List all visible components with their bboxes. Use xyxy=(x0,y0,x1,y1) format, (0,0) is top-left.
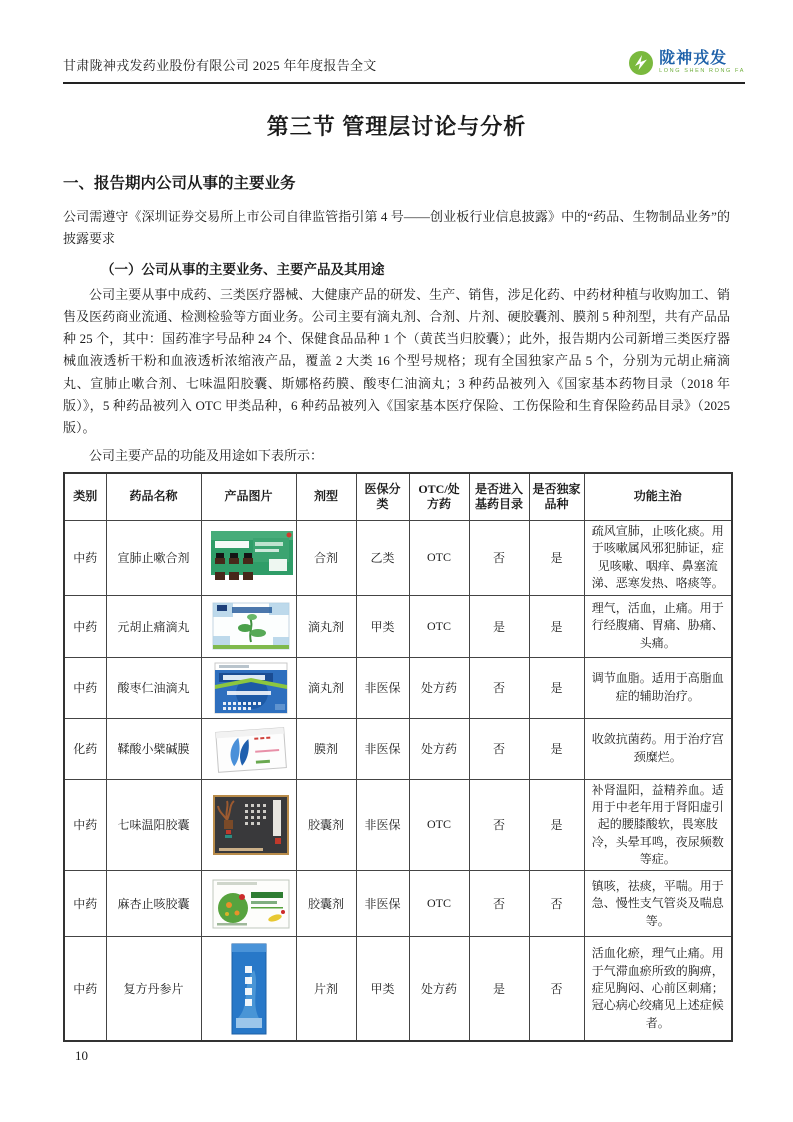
cell-exclusive: 是 xyxy=(529,779,584,871)
logo-text-block xyxy=(659,51,745,75)
cell-function: 调节血脂。适用于高脂血症的辅助治疗。 xyxy=(584,657,732,718)
cell-insurance: 甲类 xyxy=(356,937,409,1041)
cell-drug-name: 七味温阳胶囊 xyxy=(106,779,201,871)
cell-category: 中药 xyxy=(64,595,106,657)
page-title: 第三节 管理层讨论与分析 xyxy=(266,114,527,139)
cell-exclusive: 是 xyxy=(529,718,584,779)
col-header-exclusive: 是否独家品种 xyxy=(529,473,584,521)
cell-exclusive: 是 xyxy=(529,595,584,657)
cell-otc: OTC xyxy=(409,595,469,657)
col-header-essential-list: 是否进入基药目录 xyxy=(469,473,529,521)
col-header-product-image: 产品图片 xyxy=(201,473,296,521)
cell-dosage-form: 合剂 xyxy=(296,520,356,595)
cell-insurance: 甲类 xyxy=(356,595,409,657)
product-image-rousuanxiaoboajian-icon xyxy=(205,721,297,777)
product-image-xuanfeizhisou-icon xyxy=(205,528,297,588)
cell-category: 中药 xyxy=(64,871,106,937)
cell-exclusive: 否 xyxy=(529,937,584,1041)
cell-product-image xyxy=(201,520,296,595)
cell-drug-name: 酸枣仁油滴丸 xyxy=(106,657,201,718)
table-row-maxingzhike xyxy=(64,871,732,937)
logo-subtext: LONG SHEN RONG FA xyxy=(659,68,745,75)
cell-essential-list: 否 xyxy=(469,871,529,937)
cell-dosage-form: 膜剂 xyxy=(296,718,356,779)
cell-essential-list: 否 xyxy=(469,520,529,595)
col-header-insurance: 医保分类 xyxy=(356,473,409,521)
cell-insurance: 非医保 xyxy=(356,657,409,718)
table-row-qiweiwenyang xyxy=(64,779,732,871)
paragraph-disclosure: 公司需遵守《深圳证券交易所上市公司自律监管指引第 4 号——创业板行业信息披露》中的“药品、生物制品业务”的披露要求 xyxy=(63,209,730,247)
cell-essential-list: 否 xyxy=(469,779,529,871)
col-header-drug-name: 药品名称 xyxy=(106,473,201,521)
cell-dosage-form: 滴丸剂 xyxy=(296,657,356,718)
table-row-suanzaoren xyxy=(64,657,732,718)
page-number: 10 xyxy=(75,1048,88,1063)
product-image-suanzaoren-icon xyxy=(205,660,297,716)
paragraph-business: 公司主要从事中成药、三类医疗器械、大健康产品的研发、生产、销售，涉足化药、中药材种植与收购加工、销售及医药商业流通、检测检验等方面业务。公司主要有滴丸剂、合剂、片剂、硬胶囊剂、膜剂 5 种剂型，共有产品品种 25 个，其中：国药准字号品种 24 个、保健食品品种 1 个（黄芪当归胶囊）；此外，报告期内公司新增三类医疗器械血液透析干粉和血液透析浓缩液产品，覆盖 2 大类 16 个型号规格；现有全国独家产品 5 个，分别为元胡止痛滴丸、宣肺止嗽合剂、七味温阳胶囊、斯娜格药膜、酸枣仁油滴丸；3 种药品被列入《国家基本药物目录（2018 年版）》，5 种药品被列入 OTC 甲类品种，6 种药品被列入《国家基本医疗保险、工伤保险和生育保险药品目录》（2025 版）。 xyxy=(63,287,730,435)
cell-function: 活血化瘀，理气止痛。用于气滞血瘀所致的胸痹，症见胸闷、心前区刺痛；冠心病心绞痛见上述症候者。 xyxy=(584,937,732,1041)
cell-product-image xyxy=(201,595,296,657)
cell-product-image xyxy=(201,779,296,871)
cell-function: 收敛抗菌药。用于治疗宫颈糜烂。 xyxy=(584,718,732,779)
cell-otc: 处方药 xyxy=(409,937,469,1041)
table-row-fufangdanshen xyxy=(64,937,732,1041)
table-intro: 公司主要产品的功能及用途如下表所示： xyxy=(89,447,324,463)
cell-drug-name: 宣肺止嗽合剂 xyxy=(106,520,201,595)
cell-function: 理气，活血，止痛。用于行经腹痛、胃痛、胁痛、头痛。 xyxy=(584,595,732,657)
cell-otc: OTC xyxy=(409,779,469,871)
product-image-fufangdanshen-icon xyxy=(224,940,274,1038)
product-image-qiweiwenyang-icon xyxy=(205,792,297,858)
cell-product-image xyxy=(201,871,296,937)
logo-text: 陇神戎发 xyxy=(659,50,728,68)
cell-drug-name: 鞣酸小檗碱膜 xyxy=(106,718,201,779)
cell-drug-name: 麻杏止咳胶囊 xyxy=(106,871,201,937)
cell-insurance: 非医保 xyxy=(356,779,409,871)
cell-function: 疏风宣肺，止咳化痰。用于咳嗽属风邪犯肺证，症见咳嗽、咽痒、鼻塞流涕、恶寒发热、咯痰等。 xyxy=(584,520,732,595)
cell-insurance: 非医保 xyxy=(356,871,409,937)
col-header-dosage-form: 剂型 xyxy=(296,473,356,521)
cell-dosage-form: 滴丸剂 xyxy=(296,595,356,657)
cell-essential-list: 否 xyxy=(469,657,529,718)
cell-dosage-form: 胶囊剂 xyxy=(296,871,356,937)
cell-exclusive: 是 xyxy=(529,520,584,595)
cell-product-image xyxy=(201,937,296,1041)
cell-otc: 处方药 xyxy=(409,657,469,718)
table-row-rousuanxiaoboajian xyxy=(64,718,732,779)
cell-essential-list: 是 xyxy=(469,937,529,1041)
cell-product-image xyxy=(201,718,296,779)
page-header xyxy=(63,50,745,84)
table-row-yuanhuzhitong xyxy=(64,595,732,657)
report-title-header: 甘肃陇神戎发药业股份有限公司 2025 年年度报告全文 xyxy=(63,58,377,73)
cell-category: 化药 xyxy=(64,718,106,779)
cell-otc: OTC xyxy=(409,520,469,595)
products-table xyxy=(63,472,733,1042)
product-image-maxingzhike-icon xyxy=(205,875,297,933)
cell-otc: OTC xyxy=(409,871,469,937)
product-image-yuanhuzhitong-icon xyxy=(205,598,297,654)
cell-exclusive: 否 xyxy=(529,871,584,937)
cell-drug-name: 元胡止痛滴丸 xyxy=(106,595,201,657)
cell-function: 补肾温阳，益精养血。适用于中老年用于肾阳虚引起的腰膝酸软，畏寒肢冷，头晕耳鸣，夜尿频数等症。 xyxy=(584,779,732,871)
cell-exclusive: 是 xyxy=(529,657,584,718)
table-row-xuanfeizhisou xyxy=(64,520,732,595)
cell-category: 中药 xyxy=(64,779,106,871)
company-logo xyxy=(628,50,745,76)
sub-heading: （一）公司从事的主要业务、主要产品及其用途 xyxy=(101,262,385,278)
cell-category: 中药 xyxy=(64,520,106,595)
col-header-otc: OTC/处方药 xyxy=(409,473,469,521)
cell-category: 中药 xyxy=(64,937,106,1041)
section-heading: 一、报告期内公司从事的主要业务 xyxy=(63,175,296,192)
cell-category: 中药 xyxy=(64,657,106,718)
cell-function: 镇咳，祛痰，平喘。用于急、慢性支气管炎及喘息等。 xyxy=(584,871,732,937)
cell-dosage-form: 片剂 xyxy=(296,937,356,1041)
cell-product-image xyxy=(201,657,296,718)
table-header-row xyxy=(64,473,732,521)
cell-insurance: 非医保 xyxy=(356,718,409,779)
logo-icon xyxy=(628,50,654,76)
cell-dosage-form: 胶囊剂 xyxy=(296,779,356,871)
col-header-category: 类别 xyxy=(64,473,106,521)
cell-otc: 处方药 xyxy=(409,718,469,779)
cell-essential-list: 否 xyxy=(469,718,529,779)
col-header-function: 功能主治 xyxy=(584,473,732,521)
cell-essential-list: 是 xyxy=(469,595,529,657)
cell-drug-name: 复方丹参片 xyxy=(106,937,201,1041)
cell-insurance: 乙类 xyxy=(356,520,409,595)
